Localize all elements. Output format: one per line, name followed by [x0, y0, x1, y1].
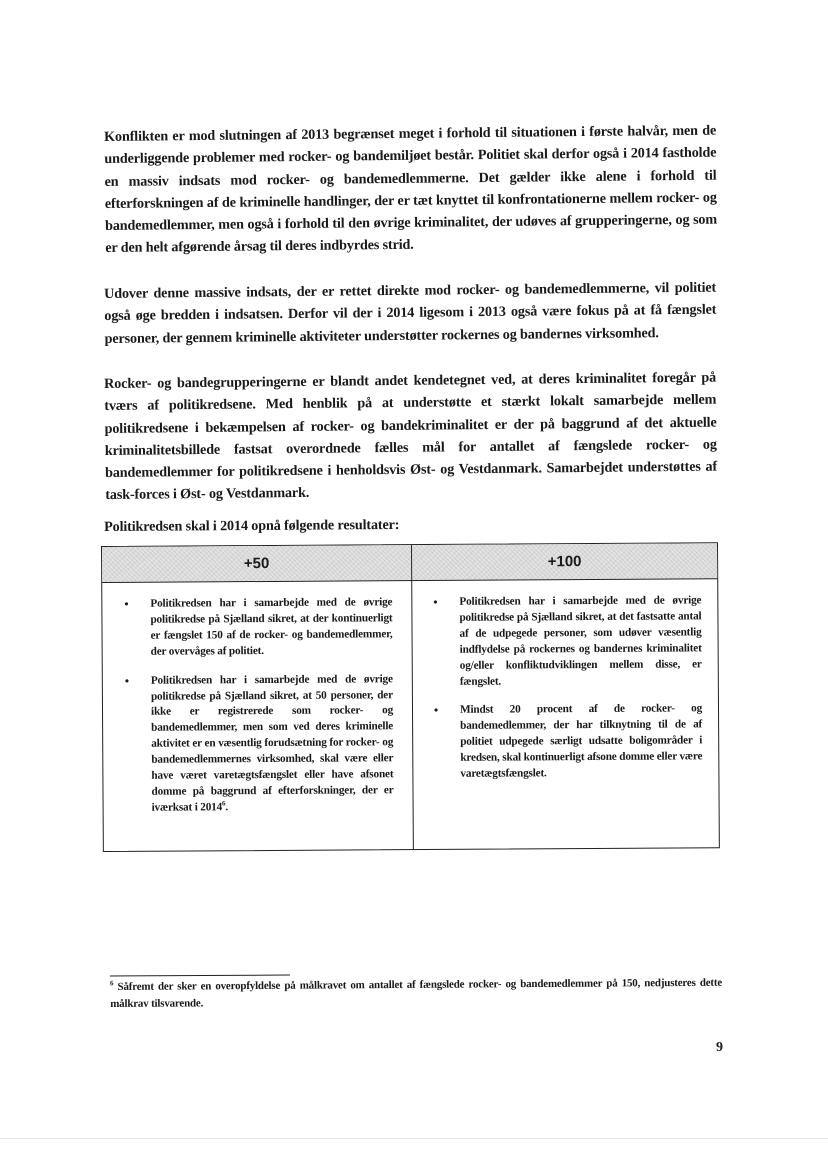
paragraph-broadened-effort: Udover denne massive indsats, der er rettet direkte mod rocker- og bandemedlemmerne, vil politiet også øge bredden i indsatsen. Derfor vil der i 2014 ligesom i 2013 også være fokus på at få fængslet personer, der gennem kriminelle aktiviteter understøtter rockernes og bandernes virksomhed. [104, 279, 717, 347]
list-item-text: Politikredsen har i samarbejde med de øvrige politikredse på Sjælland sikret, at 50 personer, der ikke er registrerede som rocker- og bandemedlemmer, men som ved deres kriminelle aktivitet er en væsentlig forudsætning for rocker- og bandemedlemmernes virksomhed, skal være eller have været varetægtsfængslet eller have afsonet domme på baggrund af efterforskninger, der er iværksat i 2014 [150, 672, 394, 814]
table-cell-plus-50 [124, 595, 393, 829]
table-header-plus-50: +50 [102, 545, 411, 582]
scan-edge-line [0, 1138, 828, 1139]
footnote-text: Såfremt der sker en overopfyldelse på målkravet om antallet af fængslede rocker- og bandemedlemmer på 150, nedjusteres dette målkrav tilsvarende. [110, 976, 723, 1010]
page-number: 9 [716, 1040, 723, 1055]
footnote [110, 975, 722, 1013]
footnote-marker: 6 [110, 979, 114, 988]
results-table [101, 542, 720, 852]
list-item-text: Mindst 20 procent af de rocker- og bandemedlemmer, der har tilknytning til de af politiet udpegede særligt udsatte boligområder i kredsen, skal kontinuerligt afsone domme eller være varetægtsfængslet. [459, 702, 703, 780]
list-item-text: Politikredsen har i samarbejde med de øvrige politikredse på Sjælland sikret, at det fastsatte antal af de udpegede personer, som udøver væsentlig indflydelse på rockernes og bandernes kriminalitet og/eller konfliktudviklingen mellem disse, er fængslet. [459, 594, 702, 688]
list-item [434, 702, 702, 783]
paragraph-results-intro: Politikredsen skal i 2014 opnå følgende resultater: [104, 516, 400, 535]
list-item [124, 595, 392, 660]
list-item [433, 593, 702, 690]
paragraph-cross-district: Rocker- og bandegrupperingerne er blandt andet kendetegnet ved, at deres kriminalitet foregår på tværs af politikredsene. Med henblik på at understøtte et stærkt lokalt samarbejde mellem politikredsene i bekæmpelsen af rocker- og bandekriminalitet er der på baggrund af det aktuelle kriminalitetsbillede fastsat overordnede fælles mål for antallet af fængslede rocker- og bandemedlemmer for politikredsene i henholdsvis Øst- og Vestdanmark. Samarbejdet understøttes af task-forces i Øst- og Vestdanmark. [104, 369, 718, 504]
footnote-reference: 6 [221, 799, 226, 808]
table-column-divider [411, 545, 414, 849]
list-item [125, 672, 394, 817]
paragraph-conflict: Konflikten er mod slutningen af 2013 begrænset meget i forhold til situationen i første halvår, men de underliggende problemer med rocker- og bandemiljøet består. Politiet skal derfor også i 2014 fastholde en massiv indsats mod rocker- og bandemedlemmerne. Det gælder ikke alene i forhold til efterforskningen af de kriminelle handlinger, der er tæt knyttet til konfrontationerne mellem rocker- og bandemedlemmer, men også i forhold til den øvrige kriminalitet, der udøves af grupperingerne, og som er den helt afgørende årsag til deres indbyrdes strid. [104, 122, 718, 257]
table-header-plus-100: +100 [412, 543, 717, 580]
list-item-suffix: . [225, 801, 229, 814]
list-item-text: Politikredsen har i samarbejde med de øvrige politikredse på Sjælland sikret, at der kontinuerligt er fængslet 150 af de rocker- og bandemedlemmer, der overvåges af politiet. [150, 596, 393, 658]
footnote-separator [110, 975, 290, 977]
table-cell-plus-100 [433, 593, 702, 796]
